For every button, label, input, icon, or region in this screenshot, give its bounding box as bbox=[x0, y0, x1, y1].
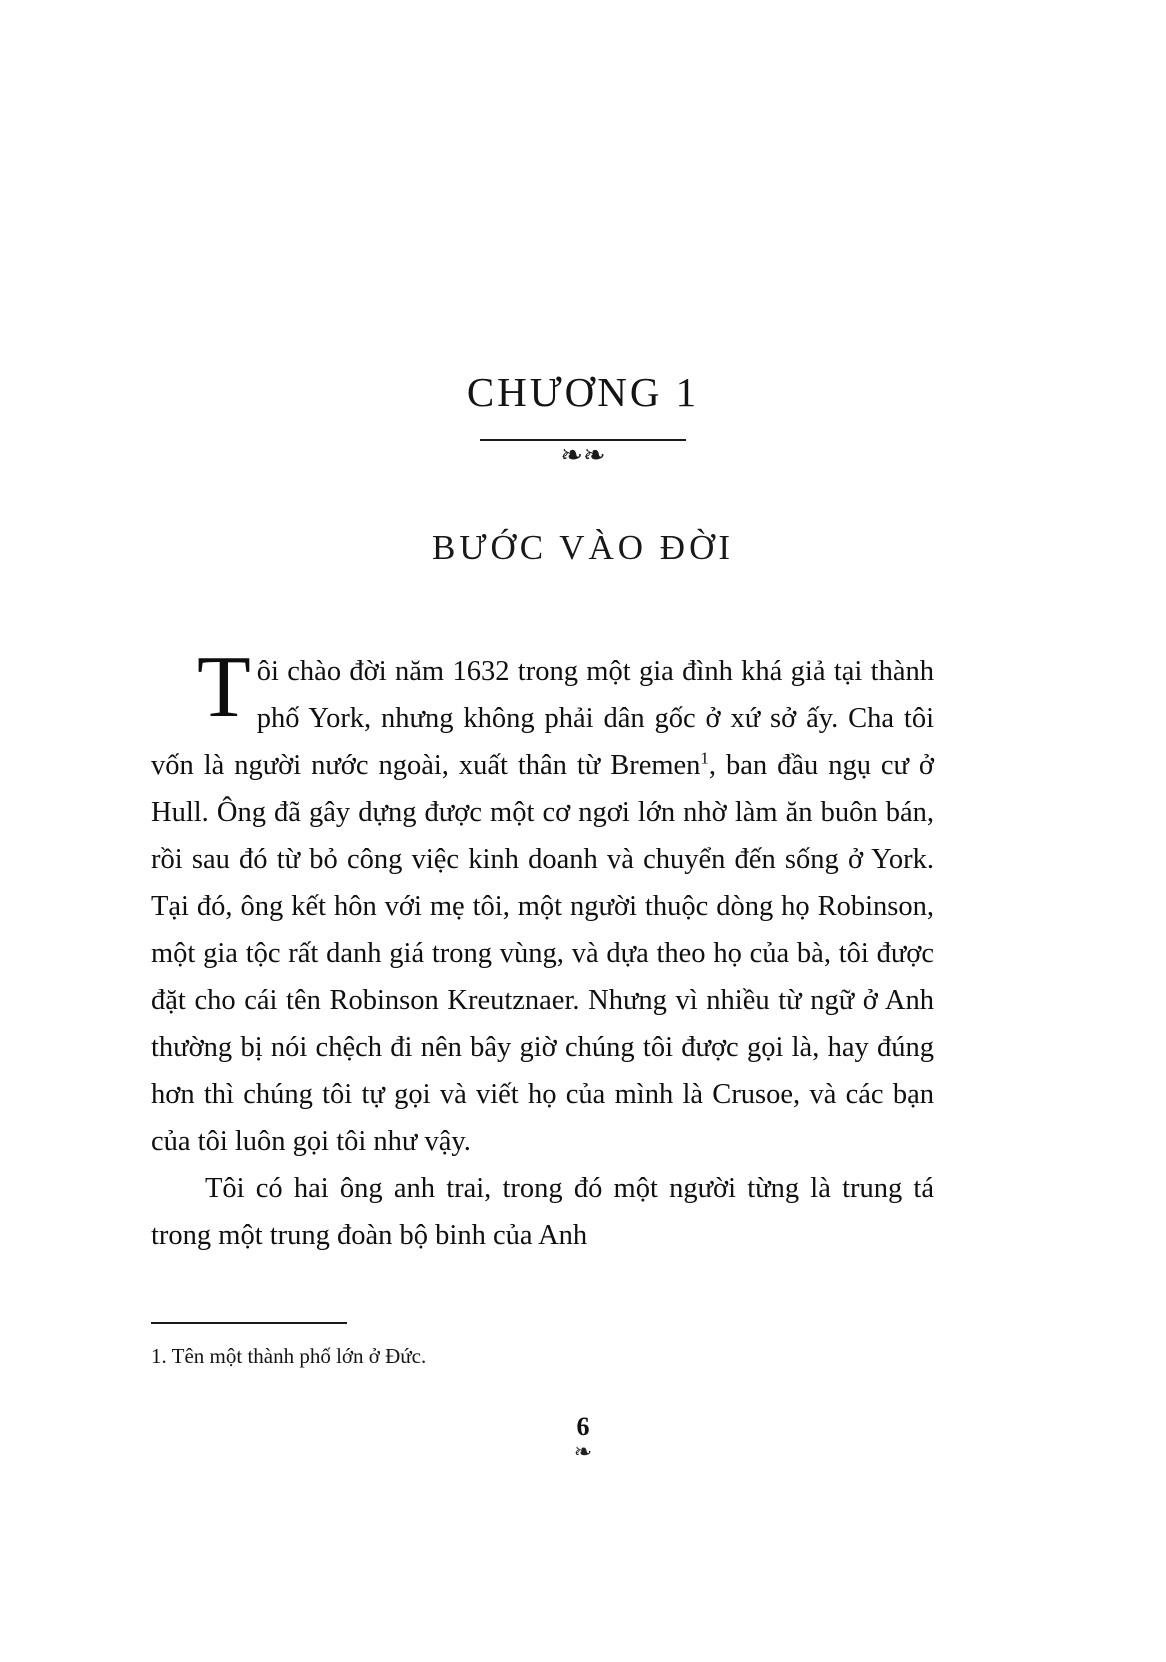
body-text bbox=[151, 639, 934, 1259]
chapter-title: BƯỚC VÀO ĐỜI bbox=[431, 528, 735, 567]
paragraph-1-text-a: ôi chào đời năm 1632 trong một gia đình khá giả tại thành phố York, nhưng không phải dân gốc ở xứ sở ấy. Cha tôi vốn là người nước ngoài, xuất thân từ Bremen bbox=[151, 656, 934, 781]
paragraph-2: Tôi có hai ông anh trai, trong đó một người từng là trung tá trong một trung đoàn bộ binh của Anh bbox=[151, 1173, 934, 1251]
drop-cap: T bbox=[197, 639, 251, 736]
footnote-separator bbox=[151, 1322, 347, 1324]
footnote-text: 1. Tên một thành phố lớn ở Đức. bbox=[151, 1344, 427, 1368]
heading-ornament bbox=[480, 432, 686, 478]
chapter-header bbox=[0, 368, 1166, 568]
ornament-swirl-icon: ❧❧ bbox=[550, 441, 615, 471]
paragraph-1 bbox=[151, 639, 934, 1165]
footnote-area bbox=[151, 1322, 934, 1371]
page-number: 6 bbox=[576, 1412, 590, 1441]
chapter-number: CHƯƠNG 1 bbox=[466, 369, 700, 415]
paragraph-1-text-b: , ban đầu ngụ cư ở Hull. Ông đã gây dựng được một cơ ngơi lớn nhờ làm ăn buôn bán, rồi sau đó từ bỏ công việc kinh doanh và chuyển đến sống ở York. Tại đó, ông kết hôn với mẹ tôi, một người thuộc dòng họ Robinson, một gia tộc rất danh giá trong vùng, và dựa theo họ của bà, tôi được đặt cho cái tên Robinson Kreutznaer. Nhưng vì nhiều từ ngữ ở Anh thường bị nói chệch đi nên bây giờ chúng tôi được gọi là, hay đúng hơn thì chúng tôi tự gọi và viết họ của mình là Crusoe, và các bạn của tôi luôn gọi tôi như vậy. bbox=[151, 750, 934, 1157]
folio-ornament-icon: ❧ bbox=[573, 1440, 593, 1465]
page-footer bbox=[0, 1412, 1166, 1465]
footnote-reference[interactable]: 1 bbox=[700, 748, 709, 768]
